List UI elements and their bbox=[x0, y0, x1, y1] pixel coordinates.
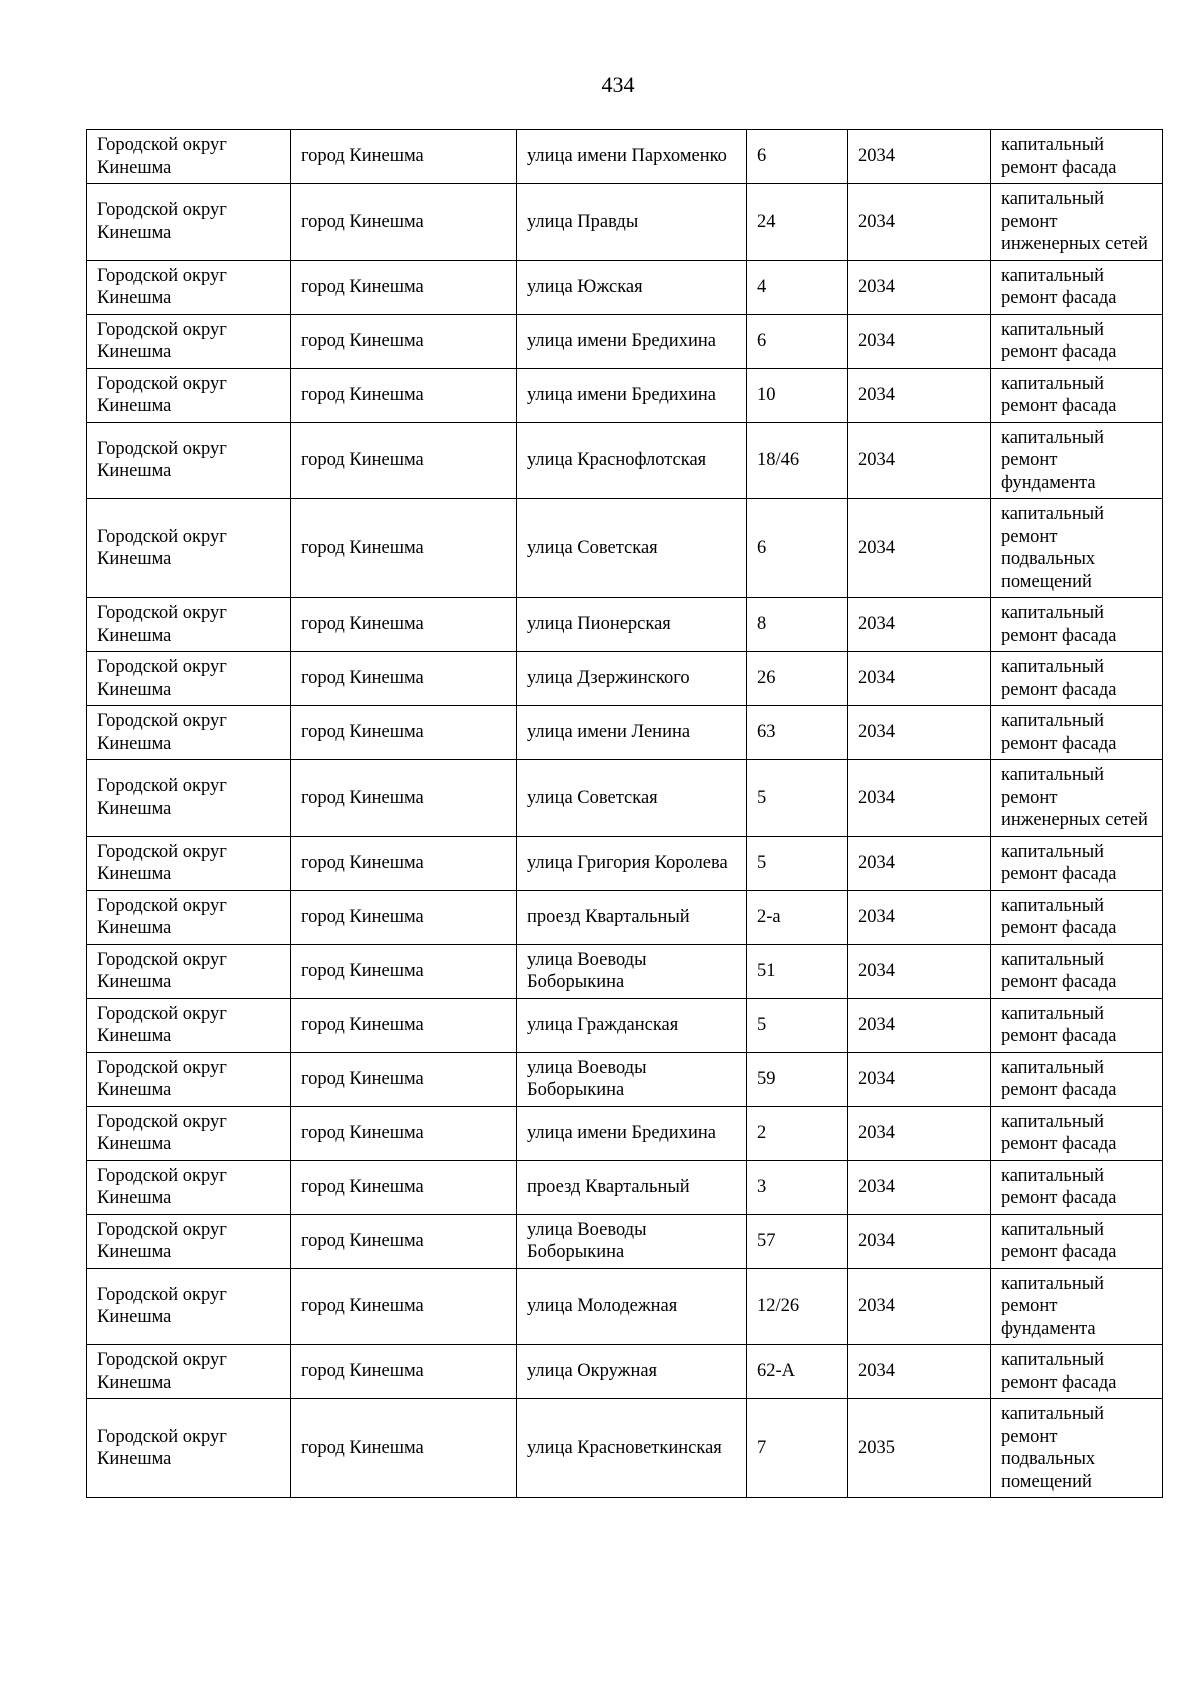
cell-district: Городской округ Кинешма bbox=[87, 890, 291, 944]
cell-house-number: 6 bbox=[747, 314, 848, 368]
cell-street: улица имени Ленина bbox=[517, 706, 747, 760]
cell-district: Городской округ Кинешма bbox=[87, 368, 291, 422]
cell-street: улица Воеводы Боборыкина bbox=[517, 1052, 747, 1106]
cell-street: улица Григория Королева bbox=[517, 836, 747, 890]
cell-house-number: 3 bbox=[747, 1160, 848, 1214]
cell-street: улица Краснофлотская bbox=[517, 422, 747, 499]
cell-city: город Кинешма bbox=[291, 652, 517, 706]
cell-year: 2034 bbox=[848, 1160, 991, 1214]
cell-district: Городской округ Кинешма bbox=[87, 598, 291, 652]
table-row bbox=[87, 1399, 1163, 1498]
cell-street: улица Советская bbox=[517, 499, 747, 598]
cell-house-number: 5 bbox=[747, 836, 848, 890]
cell-district: Городской округ Кинешма bbox=[87, 652, 291, 706]
cell-work-type: капитальный ремонт фасада bbox=[991, 836, 1163, 890]
cell-work-type: капитальный ремонт подвальных помещений bbox=[991, 499, 1163, 598]
cell-city: город Кинешма bbox=[291, 1268, 517, 1345]
cell-district: Городской округ Кинешма bbox=[87, 1160, 291, 1214]
cell-district: Городской округ Кинешма bbox=[87, 760, 291, 837]
cell-city: город Кинешма bbox=[291, 1106, 517, 1160]
cell-city: город Кинешма bbox=[291, 260, 517, 314]
cell-work-type: капитальный ремонт фасада bbox=[991, 1052, 1163, 1106]
table-row bbox=[87, 598, 1163, 652]
cell-city: город Кинешма bbox=[291, 760, 517, 837]
cell-year: 2034 bbox=[848, 998, 991, 1052]
cell-city: город Кинешма bbox=[291, 1160, 517, 1214]
cell-year: 2034 bbox=[848, 1052, 991, 1106]
cell-street: улица Воеводы Боборыкина bbox=[517, 944, 747, 998]
table-body bbox=[87, 130, 1163, 1498]
cell-work-type: капитальный ремонт фасада bbox=[991, 1345, 1163, 1399]
cell-city: город Кинешма bbox=[291, 1052, 517, 1106]
cell-street: улица Советская bbox=[517, 760, 747, 837]
table-row bbox=[87, 1345, 1163, 1399]
cell-street: улица Гражданская bbox=[517, 998, 747, 1052]
cell-district: Городской округ Кинешма bbox=[87, 314, 291, 368]
cell-work-type: капитальный ремонт подвальных помещений bbox=[991, 1399, 1163, 1498]
cell-house-number: 62-А bbox=[747, 1345, 848, 1399]
cell-work-type: капитальный ремонт инженерных сетей bbox=[991, 760, 1163, 837]
cell-year: 2034 bbox=[848, 499, 991, 598]
cell-city: город Кинешма bbox=[291, 130, 517, 184]
cell-street: улица имени Бредихина bbox=[517, 314, 747, 368]
cell-house-number: 18/46 bbox=[747, 422, 848, 499]
table-row bbox=[87, 422, 1163, 499]
cell-house-number: 2 bbox=[747, 1106, 848, 1160]
cell-work-type: капитальный ремонт фасада bbox=[991, 598, 1163, 652]
table-row bbox=[87, 130, 1163, 184]
cell-street: улица Пионерская bbox=[517, 598, 747, 652]
cell-work-type: капитальный ремонт фасада bbox=[991, 1106, 1163, 1160]
table-row bbox=[87, 184, 1163, 261]
cell-district: Городской округ Кинешма bbox=[87, 998, 291, 1052]
cell-year: 2034 bbox=[848, 598, 991, 652]
cell-house-number: 6 bbox=[747, 130, 848, 184]
cell-house-number: 8 bbox=[747, 598, 848, 652]
table-row bbox=[87, 260, 1163, 314]
cell-year: 2034 bbox=[848, 706, 991, 760]
cell-year: 2034 bbox=[848, 1345, 991, 1399]
cell-house-number: 10 bbox=[747, 368, 848, 422]
cell-work-type: капитальный ремонт фундамента bbox=[991, 1268, 1163, 1345]
cell-district: Городской округ Кинешма bbox=[87, 499, 291, 598]
cell-work-type: капитальный ремонт фасада bbox=[991, 998, 1163, 1052]
repair-schedule-table-wrapper bbox=[86, 129, 1163, 1498]
cell-city: город Кинешма bbox=[291, 422, 517, 499]
cell-district: Городской округ Кинешма bbox=[87, 260, 291, 314]
cell-city: город Кинешма bbox=[291, 499, 517, 598]
cell-year: 2034 bbox=[848, 1106, 991, 1160]
cell-city: город Кинешма bbox=[291, 314, 517, 368]
cell-district: Городской округ Кинешма bbox=[87, 130, 291, 184]
table-row bbox=[87, 760, 1163, 837]
table-row bbox=[87, 1052, 1163, 1106]
cell-year: 2034 bbox=[848, 760, 991, 837]
cell-city: город Кинешма bbox=[291, 1214, 517, 1268]
cell-work-type: капитальный ремонт фундамента bbox=[991, 422, 1163, 499]
cell-street: улица Окружная bbox=[517, 1345, 747, 1399]
cell-house-number: 59 bbox=[747, 1052, 848, 1106]
table-row bbox=[87, 314, 1163, 368]
cell-house-number: 57 bbox=[747, 1214, 848, 1268]
cell-district: Городской округ Кинешма bbox=[87, 422, 291, 499]
cell-year: 2034 bbox=[848, 944, 991, 998]
cell-district: Городской округ Кинешма bbox=[87, 836, 291, 890]
cell-year: 2034 bbox=[848, 368, 991, 422]
cell-house-number: 2-а bbox=[747, 890, 848, 944]
cell-work-type: капитальный ремонт фасада bbox=[991, 944, 1163, 998]
table-row bbox=[87, 1160, 1163, 1214]
cell-street: улица Южская bbox=[517, 260, 747, 314]
cell-city: город Кинешма bbox=[291, 368, 517, 422]
cell-work-type: капитальный ремонт фасада bbox=[991, 130, 1163, 184]
cell-city: город Кинешма bbox=[291, 598, 517, 652]
cell-year: 2034 bbox=[848, 184, 991, 261]
cell-work-type: капитальный ремонт фасада bbox=[991, 368, 1163, 422]
cell-work-type: капитальный ремонт инженерных сетей bbox=[991, 184, 1163, 261]
cell-street: улица Красноветкинская bbox=[517, 1399, 747, 1498]
cell-house-number: 7 bbox=[747, 1399, 848, 1498]
cell-work-type: капитальный ремонт фасада bbox=[991, 314, 1163, 368]
table-row bbox=[87, 1268, 1163, 1345]
table-row bbox=[87, 998, 1163, 1052]
cell-district: Городской округ Кинешма bbox=[87, 184, 291, 261]
cell-street: проезд Квартальный bbox=[517, 890, 747, 944]
cell-district: Городской округ Кинешма bbox=[87, 1052, 291, 1106]
cell-year: 2034 bbox=[848, 130, 991, 184]
cell-house-number: 26 bbox=[747, 652, 848, 706]
cell-year: 2034 bbox=[848, 422, 991, 499]
cell-street: улица Правды bbox=[517, 184, 747, 261]
table-row bbox=[87, 652, 1163, 706]
table-row bbox=[87, 890, 1163, 944]
cell-work-type: капитальный ремонт фасада bbox=[991, 652, 1163, 706]
cell-house-number: 5 bbox=[747, 760, 848, 837]
cell-year: 2034 bbox=[848, 1214, 991, 1268]
cell-year: 2034 bbox=[848, 1268, 991, 1345]
cell-district: Городской округ Кинешма bbox=[87, 1214, 291, 1268]
table-row bbox=[87, 1106, 1163, 1160]
cell-city: город Кинешма bbox=[291, 1345, 517, 1399]
cell-house-number: 6 bbox=[747, 499, 848, 598]
cell-city: город Кинешма bbox=[291, 184, 517, 261]
cell-work-type: капитальный ремонт фасада bbox=[991, 1214, 1163, 1268]
table-row bbox=[87, 944, 1163, 998]
cell-city: город Кинешма bbox=[291, 836, 517, 890]
cell-work-type: капитальный ремонт фасада bbox=[991, 1160, 1163, 1214]
cell-district: Городской округ Кинешма bbox=[87, 1345, 291, 1399]
cell-district: Городской округ Кинешма bbox=[87, 1268, 291, 1345]
table-row bbox=[87, 706, 1163, 760]
cell-house-number: 24 bbox=[747, 184, 848, 261]
cell-work-type: капитальный ремонт фасада bbox=[991, 890, 1163, 944]
cell-house-number: 4 bbox=[747, 260, 848, 314]
cell-year: 2034 bbox=[848, 314, 991, 368]
cell-street: улица Дзержинского bbox=[517, 652, 747, 706]
cell-district: Городской округ Кинешма bbox=[87, 944, 291, 998]
cell-year: 2034 bbox=[848, 260, 991, 314]
cell-house-number: 5 bbox=[747, 998, 848, 1052]
repair-schedule-table bbox=[86, 129, 1163, 1498]
cell-street: улица имени Бредихина bbox=[517, 368, 747, 422]
cell-year: 2034 bbox=[848, 836, 991, 890]
cell-district: Городской округ Кинешма bbox=[87, 1399, 291, 1498]
cell-work-type: капитальный ремонт фасада bbox=[991, 706, 1163, 760]
cell-street: улица имени Бредихина bbox=[517, 1106, 747, 1160]
cell-city: город Кинешма bbox=[291, 998, 517, 1052]
table-row bbox=[87, 368, 1163, 422]
cell-year: 2035 bbox=[848, 1399, 991, 1498]
cell-house-number: 12/26 bbox=[747, 1268, 848, 1345]
table-row bbox=[87, 836, 1163, 890]
cell-year: 2034 bbox=[848, 652, 991, 706]
cell-city: город Кинешма bbox=[291, 890, 517, 944]
table-row bbox=[87, 499, 1163, 598]
cell-street: улица Воеводы Боборыкина bbox=[517, 1214, 747, 1268]
table-row bbox=[87, 1214, 1163, 1268]
cell-house-number: 51 bbox=[747, 944, 848, 998]
cell-house-number: 63 bbox=[747, 706, 848, 760]
cell-city: город Кинешма bbox=[291, 1399, 517, 1498]
page-number: 434 bbox=[601, 72, 635, 97]
cell-work-type: капитальный ремонт фасада bbox=[991, 260, 1163, 314]
cell-city: город Кинешма bbox=[291, 706, 517, 760]
cell-street: проезд Квартальный bbox=[517, 1160, 747, 1214]
cell-district: Городской округ Кинешма bbox=[87, 1106, 291, 1160]
cell-district: Городской округ Кинешма bbox=[87, 706, 291, 760]
cell-year: 2034 bbox=[848, 890, 991, 944]
cell-city: город Кинешма bbox=[291, 944, 517, 998]
cell-street: улица Молодежная bbox=[517, 1268, 747, 1345]
cell-street: улица имени Пархоменко bbox=[517, 130, 747, 184]
